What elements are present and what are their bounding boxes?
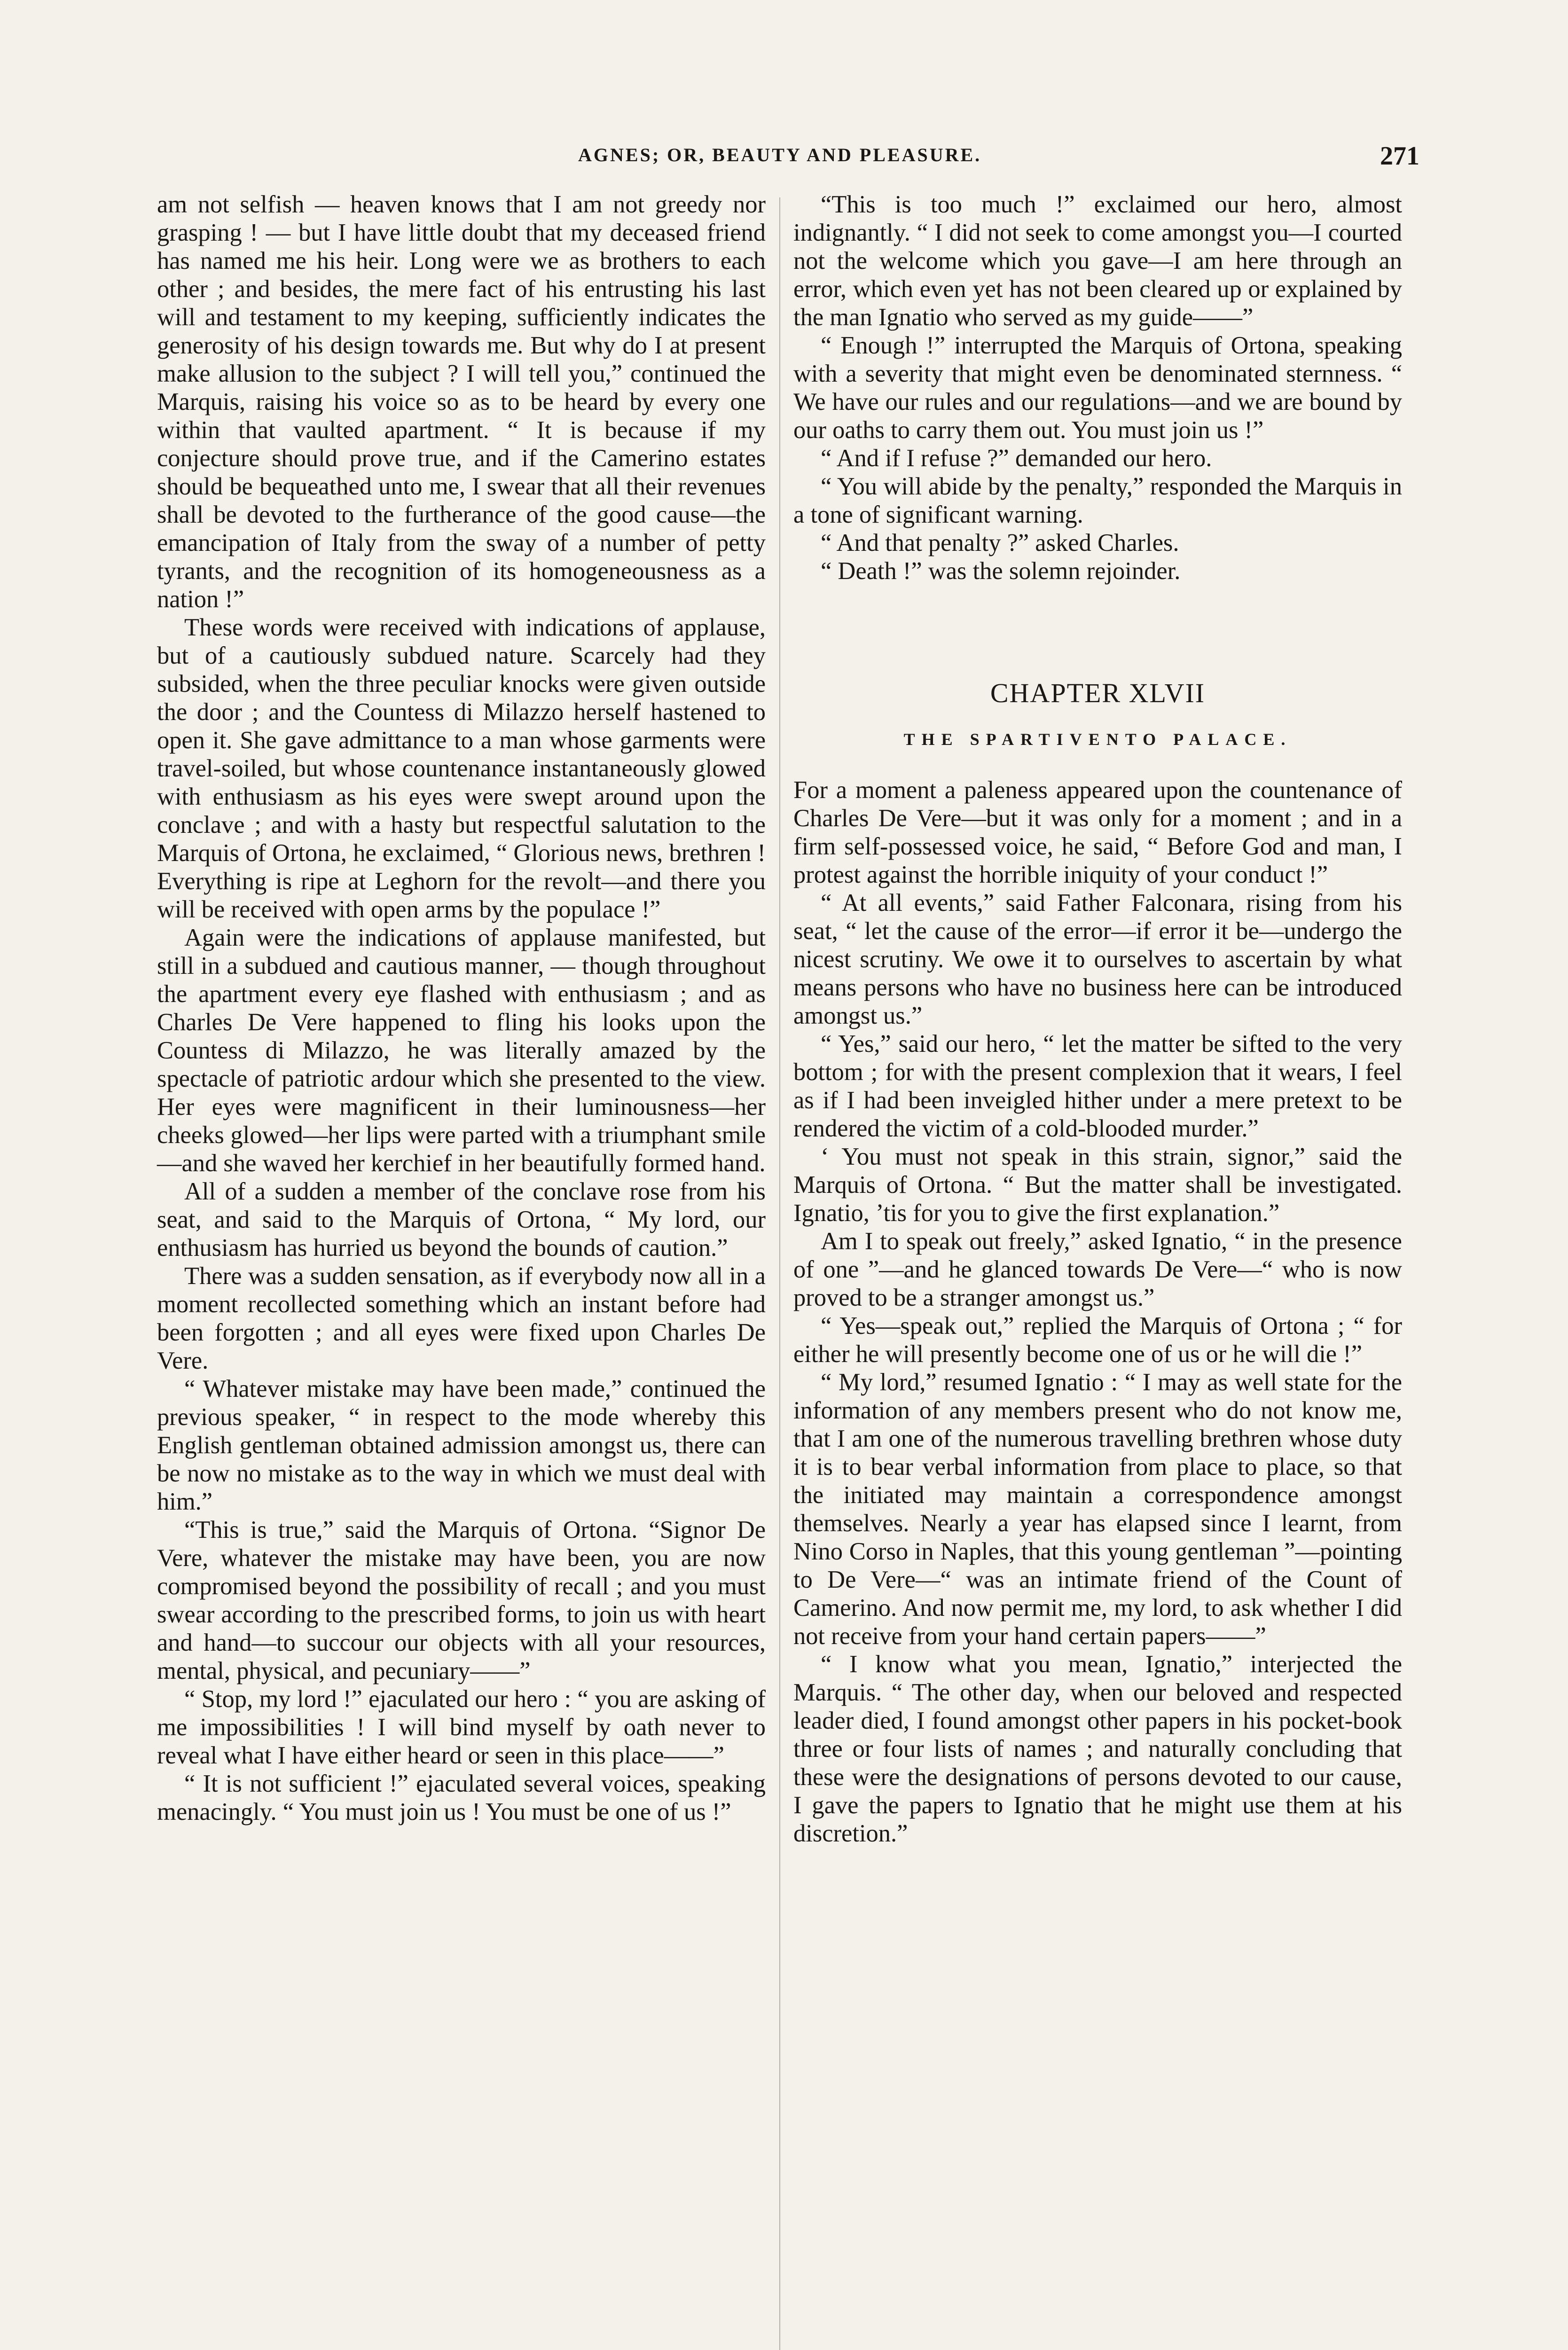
paragraph: “ Death !” was the solemn rejoinder. <box>821 557 1181 585</box>
paragraph: Again were the indications of applause manifested, but still in a subdued and cautious manner, — though throughout the apartment every eye flashed with enthusiasm ; and as Charles De Vere happened to fling his looks upon the Countess di Milazzo, he was literally amazed by the spectacle of patriotic ardour which she presented to the view. Her eyes were magnificent in their luminousness—her cheeks glowed—her lips were parted with a triumphant smile—and she waved her kerchief in her beautifully formed hand. <box>157 924 766 1177</box>
paragraph: “ And that penalty ?” asked Charles. <box>821 529 1179 556</box>
paragraph: “ It is not sufficient !” ejaculated several voices, speaking menacingly. “ You must join us ! You must be one of us !” <box>157 1770 766 1825</box>
paragraph: “ Whatever mistake may have been made,” continued the previous speaker, “ in respect to the mode whereby this English gentleman obtained admission amongst us, there can be now no mistake as to the way in which we must deal with him.” <box>157 1375 766 1515</box>
paragraph: “This is too much !” exclaimed our hero, almost indignantly. “ I did not seek to come amongst you—I courted not the welcome which you gave—I am here through an error, which even yet has not been cleared up or explained by the man Ignatio who served as my guide——” <box>793 191 1402 331</box>
paragraph: All of a sudden a member of the conclave rose from his seat, and said to the Marquis of Ortona, “ My lord, our enthusiasm has hurried us beyond the bounds of caution.” <box>157 1178 766 1261</box>
right-column <box>793 190 1402 1848</box>
paragraph: “ Stop, my lord !” ejaculated our hero : “ you are asking of me impossibilities ! I will bind myself by oath never to reveal what I have either heard or seen in this place——” <box>157 1685 766 1769</box>
chapter-heading: CHAPTER XLVII <box>990 678 1206 708</box>
paragraph: “ Yes—speak out,” replied the Marquis of Ortona ; “ for either he will presently become one of us or he will die !” <box>793 1312 1402 1368</box>
paragraph: “ You will abide by the penalty,” responded the Marquis in a tone of significant warning. <box>793 473 1402 528</box>
paragraph: “ At all events,” said Father Falconara, rising from his seat, “ let the cause of the error—if error it be—undergo the nicest scrutiny. We owe it to ourselves to ascertain by what means persons who have no business here can be introduced amongst us.” <box>793 889 1402 1029</box>
page-number: 271 <box>1380 141 1419 171</box>
paragraph: am not selfish — heaven knows that I am not greedy nor grasping ! — but I have little doubt that my deceased friend has named me his heir. Long were we as brothers to each other ; and besides, the mere fact of his entrusting his last will and testament to my keeping, sufficiently indicates the generosity of his design towards me. But why do I at present make allusion to the subject ? I will tell you,” continued the Marquis, raising his voice so as to be heard by every one within that vaulted apartment. “ It is because if my conjecture should prove true, and if the Camerino estates should be bequeathed unto me, I swear that all their revenues shall be devoted to the furtherance of the good cause—the emancipation of Italy from the sway of a number of petty tyrants, and the recognition of its homogeneousness as a nation !” <box>157 191 766 613</box>
page-header <box>155 141 1419 174</box>
paragraph: “ I know what you mean, Ignatio,” interjected the Marquis. “ The other day, when our beloved and respected leader died, I found amongst other papers in his pocket-book three or four lists of names ; and naturally concluding that these were the designations of persons devoted to our cause, I gave the papers to Ignatio that he might use them at his discretion.” <box>793 1651 1402 1847</box>
chapter-subtitle: THE SPARTIVENTO PALACE. <box>903 730 1292 749</box>
running-title: AGNES; OR, BEAUTY AND PLEASURE. <box>578 144 982 165</box>
paragraph: For a moment a paleness appeared upon the countenance of Charles De Vere—but it was only for a moment ; and in a firm self-possessed voice, he said, “ Before God and man, I protest against the horrible iniquity of your conduct !” <box>793 776 1402 888</box>
paragraph: “ Enough !” interrupted the Marquis of Ortona, speaking with a severity that might even be denominated sternness. “ We have our rules and our regulations—and we are bound by our oaths to carry them out. You must join us !” <box>793 332 1402 444</box>
paragraph: “ And if I refuse ?” demanded our hero. <box>821 445 1212 472</box>
paragraph: ‘ You must not speak in this strain, signor,” said the Marquis of Ortona. “ But the matter shall be investigated. Ignatio, ’tis for you to give the first explanation.” <box>793 1143 1402 1227</box>
column-divider <box>779 197 780 2350</box>
paragraph: There was a sudden sensation, as if everybody now all in a moment recollected something which an instant before had been forgotten ; and all eyes were fixed upon Charles De Vere. <box>157 1262 766 1374</box>
paragraph: These words were received with indications of applause, but of a cautiously subdued nature. Scarcely had they subsided, when the three peculiar knocks were given outside the door ; and the Countess di Milazzo herself hastened to open it. She gave admittance to a man whose garments were travel-soiled, but whose countenance instantaneously glowed with enthusiasm as his eyes were swept around upon the conclave ; and with a hasty but respectful salutation to the Marquis of Ortona, he exclaimed, “ Glorious news, brethren ! Everything is ripe at Leghorn for the revolt—and there you will be received with open arms by the populace !” <box>157 614 766 923</box>
paragraph: Am I to speak out freely,” asked Ignatio, “ in the presence of one ”—and he glanced towards De Vere—“ who is now proved to be a stranger amongst us.” <box>793 1228 1402 1311</box>
paragraph: “ Yes,” said our hero, “ let the matter be sifted to the very bottom ; for with the present complexion that it wears, I feel as if I had been inveigled hither under a mere pretext to be rendered the victim of a cold-blooded murder.” <box>793 1030 1402 1142</box>
paragraph: “ My lord,” resumed Ignatio : “ I may as well state for the information of any members present who do not know me, that I am one of the numerous travelling brethren whose duty it is to bear verbal information from place to place, so that the initiated may maintain a correspondence amongst themselves. Nearly a year has elapsed since I learnt, from Nino Corso in Naples, that this young gentleman ”—pointing to De Vere—“ was an intimate friend of the Count of Camerino. And now permit me, my lord, to ask whether I did not receive from your hand certain papers——” <box>793 1369 1402 1650</box>
left-column <box>157 190 766 1826</box>
paragraph: “This is true,” said the Marquis of Ortona. “Signor De Vere, whatever the mistake may have been, you are now compromised beyond the possibility of recall ; and you must swear according to the prescribed forms, to join us with heart and hand—to succour our objects with all your resources, mental, physical, and pecuniary——” <box>157 1516 766 1684</box>
